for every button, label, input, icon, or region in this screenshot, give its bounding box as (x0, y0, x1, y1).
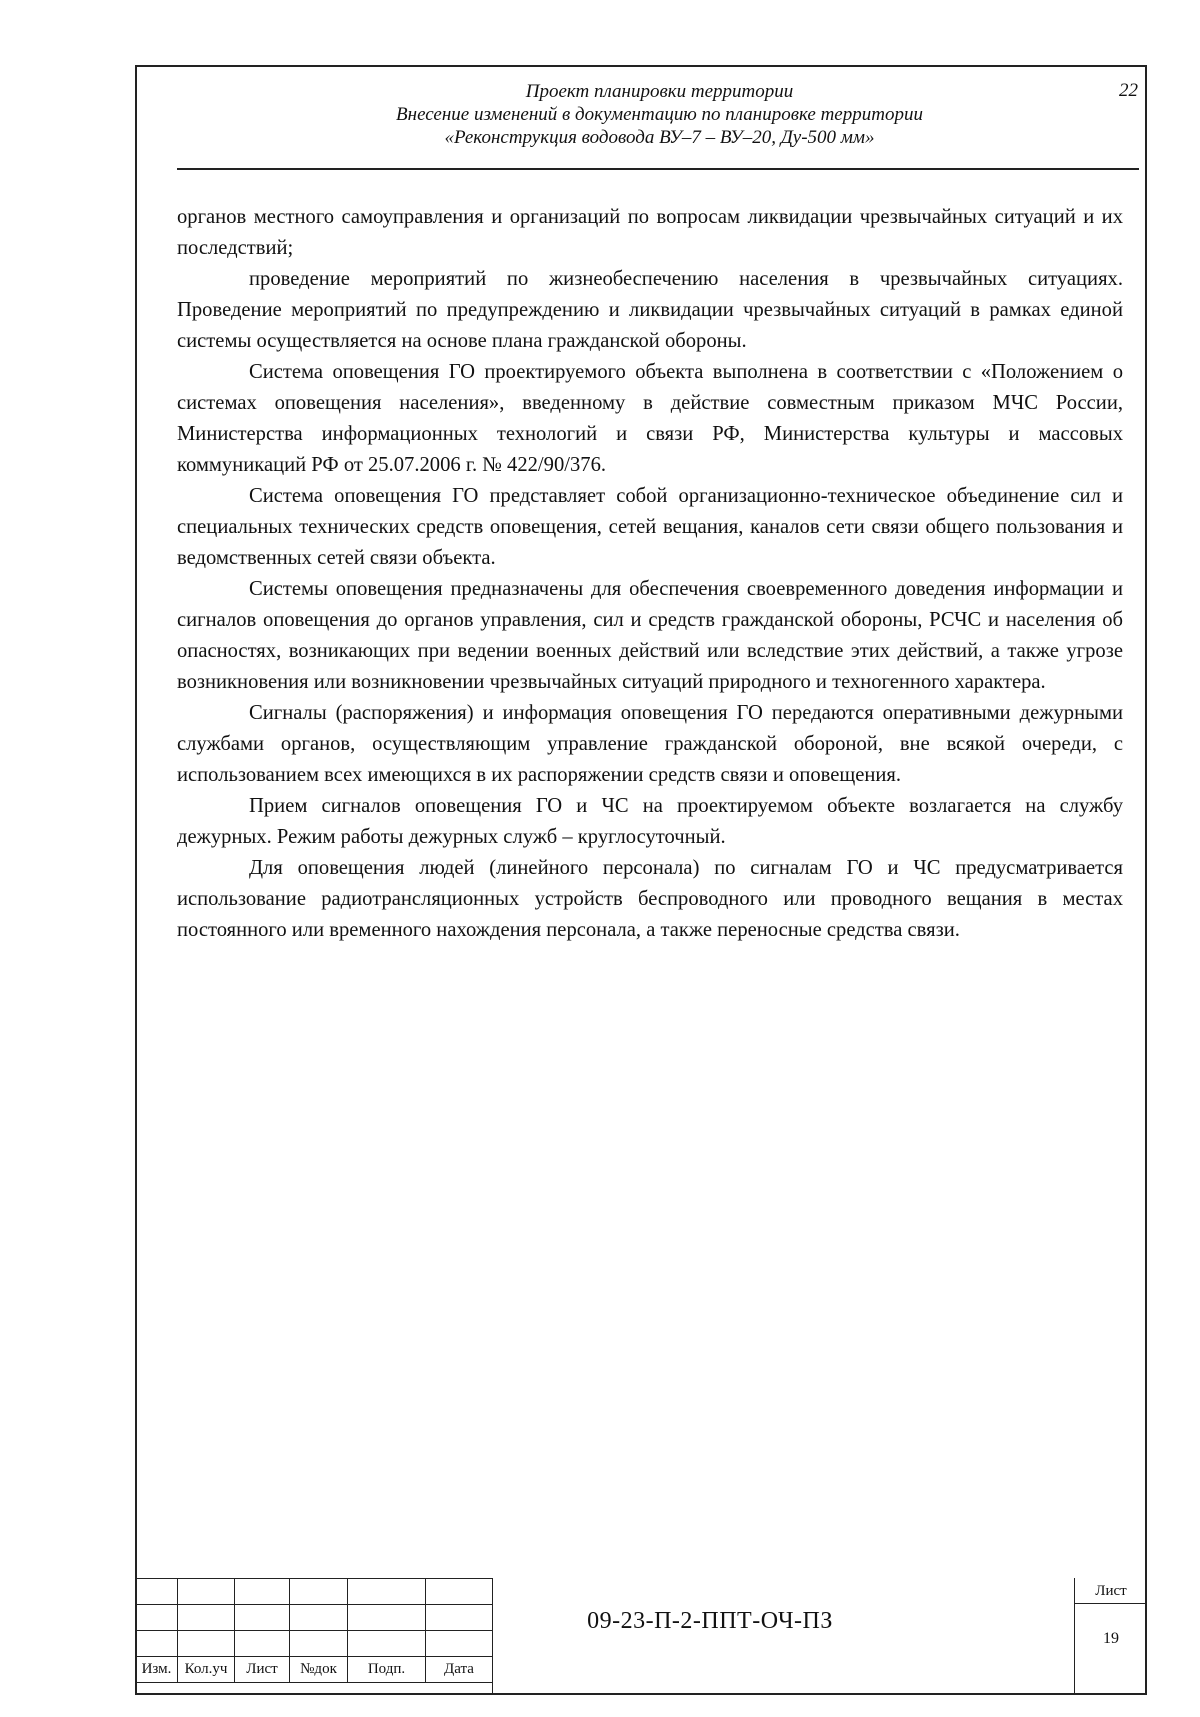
document-header (177, 80, 1142, 149)
paragraph: Системы оповещения предназначены для обеспечения своевременного доведения информации и сигналов оповещения до органов управления, сил и средств гражданской обороны, РСЧС и населения об опасностях, возникающих при ведении военных действий или вследствие этих действий, а также угрозе возникновения или возникновении чрезвычайных ситуаций природного и техногенного характера. (177, 578, 1123, 693)
header-line-1: Проект планировки территории (525, 81, 794, 102)
col-ndok: №док (290, 1657, 348, 1683)
sheet-box (1074, 1578, 1147, 1695)
header-divider (177, 168, 1139, 170)
sheet-label: Лист (1075, 1578, 1147, 1604)
body-text (177, 202, 1123, 946)
col-list: Лист (235, 1657, 290, 1683)
page-number-top: 22 (1119, 80, 1138, 101)
header-line-2: Внесение изменений в документацию по планировке территории (396, 104, 923, 125)
paragraph: проведение мероприятий по жизнеобеспечению населения в чрезвычайных ситуациях. Проведение мероприятий по предупреждению и ликвидации чрезвычайных ситуаций в рамках единой системы осуществляется на основе плана гражданской обороны. (177, 268, 1123, 352)
paragraph: Система оповещения ГО проектируемого объекта выполнена в соответствии с «Положением о системах оповещения населения», введенному в действие совместным приказом МЧС России, Министерства информационных технологий и связи РФ, Министерства культуры и массовых коммуникаций РФ от 25.07.2006 г. № 422/90/376. (177, 361, 1123, 476)
col-data: Дата (426, 1657, 493, 1683)
col-izm: Изм. (136, 1657, 178, 1683)
paragraph: Для оповещения людей (линейного персонала) по сигналам ГО и ЧС предусматривается использование радиотрансляционных устройств беспроводного или проводного вещания в местах постоянного или временного нахождения персонала, а также переносные средства связи. (177, 857, 1123, 941)
sheet-number: 19 (1103, 1630, 1119, 1647)
paragraph: Система оповещения ГО представляет собой организационно-техническое объединение сил и специальных технических средств оповещения, сетей вещания, каналов сети связи общего пользования и ведомственных сетей связи объекта. (177, 485, 1123, 569)
paragraph: Прием сигналов оповещения ГО и ЧС на проектируемом объекте возлагается на службу дежурных. Режим работы дежурных служб – круглосуточный. (177, 795, 1123, 848)
stamp-divider (492, 1578, 493, 1695)
paragraph: органов местного самоуправления и организаций по вопросам ликвидации чрезвычайных ситуаций и их последствий; (177, 206, 1123, 259)
revision-table (135, 1578, 493, 1683)
title-block (135, 1578, 1147, 1695)
document-code: 09-23-П-2-ППТ-ОЧ-ПЗ (587, 1608, 833, 1634)
paragraph: Сигналы (распоряжения) и информация оповещения ГО передаются оперативными дежурными службами органов, осуществляющим управление гражданской обороной, вне всякой очереди, с использованием всех имеющихся в их распоряжении средств связи и оповещения. (177, 702, 1123, 786)
header-line-3: «Реконструкция водовода ВУ–7 – ВУ–20, Ду-500 мм» (444, 127, 875, 148)
col-kol-uch: Кол.уч (178, 1657, 235, 1683)
col-podp: Подп. (348, 1657, 426, 1683)
